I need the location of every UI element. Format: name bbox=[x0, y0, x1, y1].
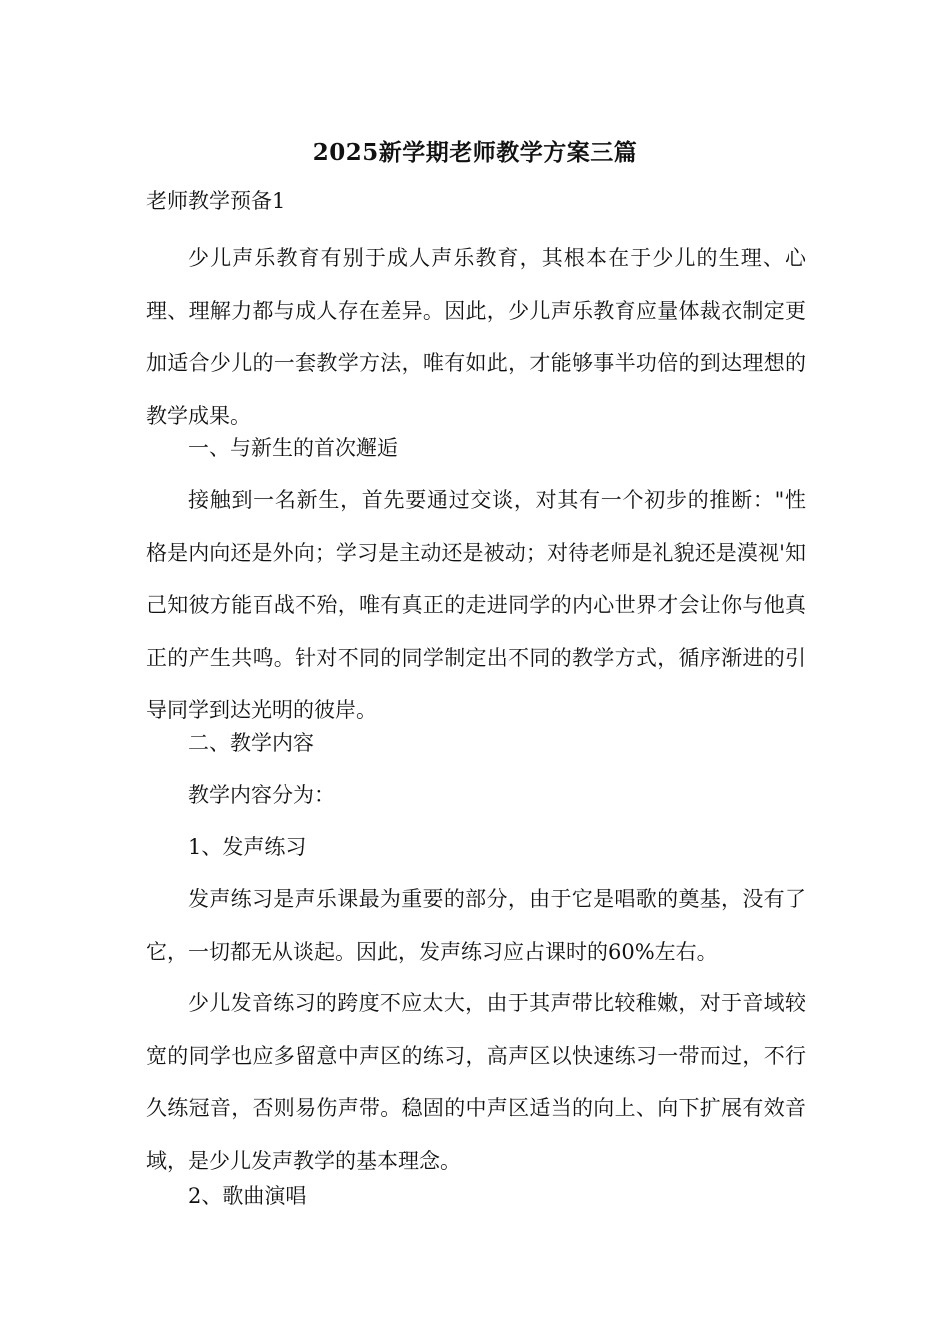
paragraph-text: 少儿声乐教育有别于成人声乐教育，其根本在于少儿的生理、心理、理解力都与成人存在差异。因此，少儿声乐教育应量体裁衣制定更加适合少儿的一套教学方法，唯有如此，才能够事半功倍的到达理想的教学成果。 bbox=[146, 246, 806, 428]
paragraph-text: 少儿发音练习的跨度不应太大，由于其声带比较稚嫩，对于音域较宽的同学也应多留意中声区的练习，高声区以快速练习一带而过，不行久练冠音，否则易伤声带。稳固的中声区适当的向上、向下扩展有效音域，是少儿发声教学的基本理念。 bbox=[146, 991, 806, 1173]
first-meeting-paragraph bbox=[146, 474, 806, 737]
item-text: 2、歌曲演唱 bbox=[188, 1184, 307, 1208]
section-label: 老师教学预备1 bbox=[146, 189, 286, 213]
item-vocal-practice bbox=[146, 821, 806, 874]
paragraph-text: 发声练习是声乐课最为重要的部分，由于它是唱歌的奠基，没有了它，一切都无从谈起。因此，发声练习应占课时的60%左右。 bbox=[146, 887, 806, 964]
document-title: 2025新学期老师教学方案三篇 bbox=[312, 139, 638, 166]
content-intro-paragraph bbox=[146, 769, 806, 822]
paragraph-text: 教学内容分为： bbox=[188, 783, 335, 807]
heading-first-meeting bbox=[146, 422, 806, 475]
item-song-singing bbox=[146, 1170, 806, 1223]
item-text: 1、发声练习 bbox=[188, 835, 307, 859]
paragraph-text: 接触到一名新生，首先要通过交谈，对其有一个初步的推断："性格是内向还是外向；学习是主动还是被动；对待老师是礼貌还是漠视'知己知彼方能百战不殆，唯有真正的走进同学的内心世界才会让你与他真正的产生共鸣。针对不同的同学制定出不同的教学方式，循序渐进的引导同学到达光明的彼岸。 bbox=[146, 488, 806, 722]
heading-text: 二、教学内容 bbox=[188, 731, 314, 755]
heading-text: 一、与新生的首次邂逅 bbox=[188, 436, 398, 460]
vocal-practice-paragraph bbox=[146, 873, 806, 978]
children-practice-paragraph bbox=[146, 977, 806, 1187]
intro-paragraph bbox=[146, 232, 806, 442]
heading-teaching-content bbox=[146, 717, 806, 770]
